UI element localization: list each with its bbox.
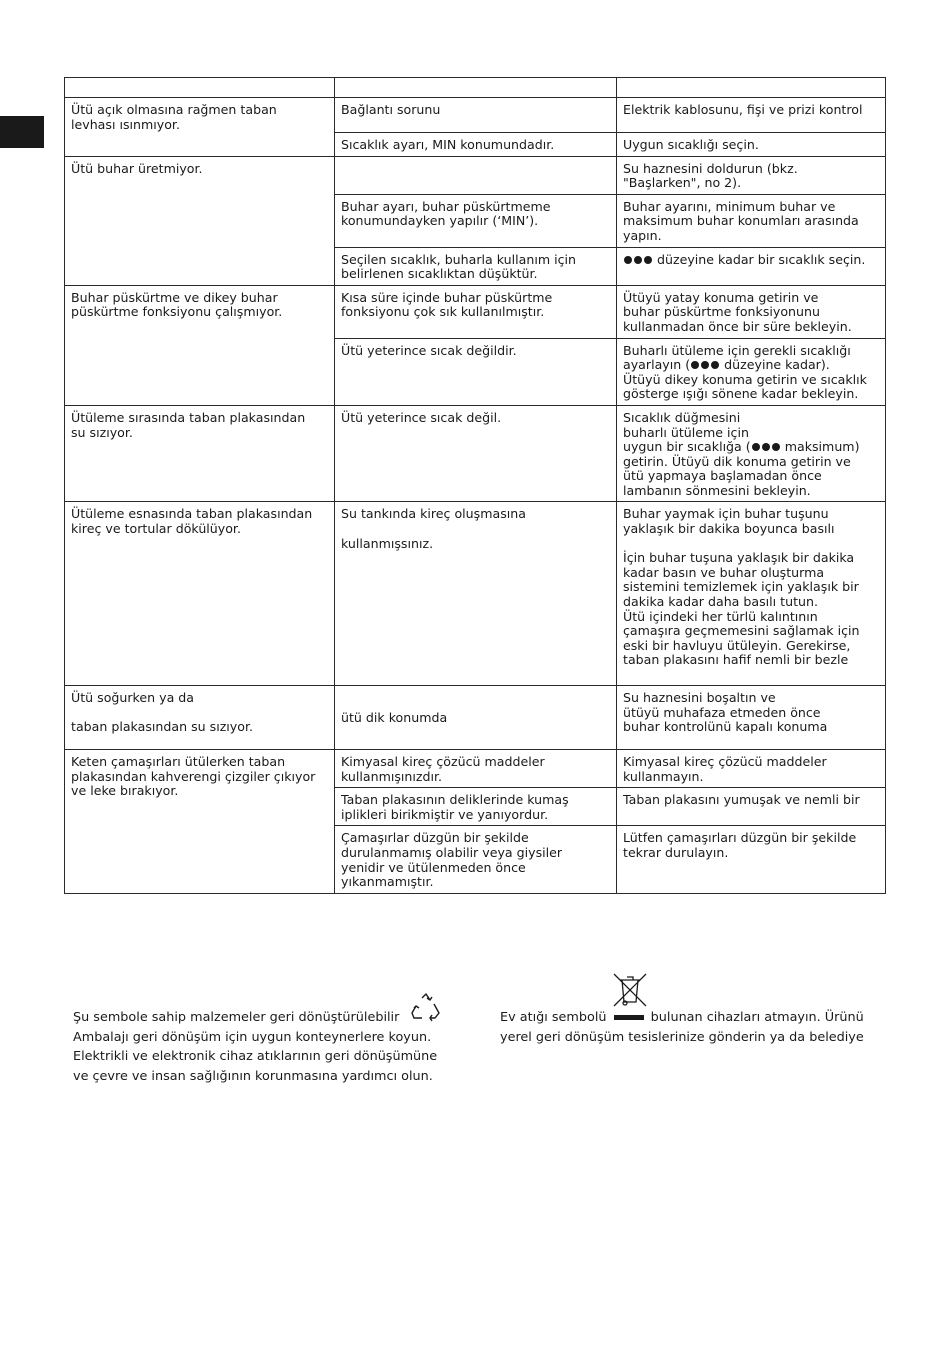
recycling-note xyxy=(73,1008,437,1086)
solution-cell: Buhar yaymak için buhar tuşunu yaklaşık bir dakika boyunca basılı İçin buhar tuşuna yaklaşık bir dakika kadar basın ve buhar oluşturma sistemini temizlemek için yaklaşık bir dakika kadar daha basılı tutun. Ütü içindeki her türlü kalıntının çamaşıra geçmemesini sağlamak için eski bir havluyu ütüleyin. Gerekirse, taban plakasını hafif nemli bir bezle xyxy=(617,502,886,686)
recycle-icon xyxy=(410,992,442,1024)
temperature-dots-icon xyxy=(751,439,781,454)
problem-cell: Ütü buhar üretmiyor. xyxy=(65,156,335,285)
problem-cell: Keten çamaşırları ütülerken taban plakasından kahverengi çizgiler çıkıyor ve leke bırakıyor. xyxy=(65,750,335,894)
solution-cell xyxy=(617,247,886,285)
cause-cell xyxy=(335,156,617,194)
table-row xyxy=(65,405,886,502)
cause-cell: Sıcaklık ayarı, MIN konumundadır. xyxy=(335,133,617,157)
cause-cell: Taban plakasının deliklerinde kumaş iplikleri birikmiştir ve yanıyordur. xyxy=(335,788,617,826)
solution-cell: Buhar ayarını, minimum buhar ve maksimum buhar konumları arasında yapın. xyxy=(617,194,886,247)
solution-cell: Ütüyü yatay konuma getirin ve buhar püskürtme fonksiyonunu kullanmadan önce bir süre bekleyin. xyxy=(617,285,886,338)
solution-cell: Lütfen çamaşırları düzgün bir şekilde tekrar durulayın. xyxy=(617,826,886,893)
solution-cell: Su haznesini doldurun (bkz. "Başlarken", no 2). xyxy=(617,156,886,194)
solution-cell: Uygun sıcaklığı seçin. xyxy=(617,133,886,157)
recycling-line: ve çevre ve insan sağlığının korunmasına yardımcı olun. xyxy=(73,1068,433,1084)
weee-text: bulunan cihazları atmayın. Ürünü xyxy=(650,1010,864,1025)
weee-bar-icon xyxy=(614,1015,644,1020)
cause-cell: Ütü yeterince sıcak değildir. xyxy=(335,338,617,405)
table-row xyxy=(65,686,886,750)
weee-note xyxy=(500,1008,864,1047)
table-row xyxy=(65,285,886,338)
temperature-dots-icon xyxy=(623,252,653,267)
table-row xyxy=(65,98,886,133)
weee-text: Ev atığı sembolü xyxy=(500,1010,607,1025)
recycling-line: Ambalajı geri dönüşüm için uygun konteynerlere koyun. xyxy=(73,1029,432,1045)
solution-cell: Taban plakasını yumuşak ve nemli bir xyxy=(617,788,886,826)
table-row xyxy=(65,750,886,788)
recycling-line: Şu sembole sahip malzemeler geri dönüştürülebilir xyxy=(73,1010,400,1025)
solution-cell: Kimyasal kireç çözücü maddeler kullanmayın. xyxy=(617,750,886,788)
problem-cell: Ütü soğurken ya da taban plakasından su sızıyor. xyxy=(65,686,335,750)
header-cell-cause xyxy=(335,78,617,98)
cause-cell: Bağlantı sorunu xyxy=(335,98,617,133)
weee-line: yerel geri dönüşüm tesislerinize gönderin ya da belediye xyxy=(500,1029,864,1045)
solution-text: maksimum) getirin. Ütüyü dik konuma getirin ve ütü yapmaya başlamadan önce lambanın sönmesini bekleyin. xyxy=(623,439,860,498)
header-cell-solution xyxy=(617,78,886,98)
cause-cell: ütü dik konumda xyxy=(335,686,617,750)
solution-text: düzeyine kadar bir sıcaklık seçin. xyxy=(657,251,866,267)
problem-cell: Buhar püskürtme ve dikey buhar püskürtme fonksiyonu çalışmıyor. xyxy=(65,285,335,405)
table-row xyxy=(65,502,886,686)
solution-text: Sıcaklık düğmesini buharlı ütüleme için uygun bir sıcaklığa ( xyxy=(623,409,751,455)
header-cell-problem xyxy=(65,78,335,98)
cause-cell: Kısa süre içinde buhar püskürtme fonksiyonu çok sık kullanılmıştır. xyxy=(335,285,617,338)
cause-cell: Çamaşırlar düzgün bir şekilde durulanmamış olabilir veya giysiler yenidir ve ütülenmeden önce yıkanmamıştır. xyxy=(335,826,617,893)
problem-cell: Ütü açık olmasına rağmen taban levhası ısınmıyor. xyxy=(65,98,335,157)
cause-cell: Seçilen sıcaklık, buharla kullanım için belirlenen sıcaklıktan düşüktür. xyxy=(335,247,617,285)
cause-cell: Ütü yeterince sıcak değil. xyxy=(335,405,617,502)
weee-line xyxy=(500,1008,864,1028)
solution-cell xyxy=(617,405,886,502)
cause-cell: Kimyasal kireç çözücü maddeler kullanmışınızdır. xyxy=(335,750,617,788)
solution-text: Buharlı ütüleme için gerekli sıcaklığı ayarlayın ( xyxy=(623,342,851,373)
solution-cell xyxy=(617,338,886,405)
solution-cell: Su haznesini boşaltın ve ütüyü muhafaza etmeden önce buhar kontrolünü kapalı konuma xyxy=(617,686,886,750)
solution-text: düzeyine kadar). Ütüyü dikey konuma getirin ve sıcaklık gösterge ışığı sönene kadar bekleyin. xyxy=(623,357,867,402)
problem-cell: Ütüleme sırasında taban plakasından su sızıyor. xyxy=(65,405,335,502)
solution-cell: Elektrik kablosunu, fişi ve prizi kontrol xyxy=(617,98,886,133)
cause-cell: Su tankında kireç oluşmasına kullanmışsınız. xyxy=(335,502,617,686)
table-header-row xyxy=(65,78,886,98)
temperature-dots-icon xyxy=(690,357,720,372)
cause-cell: Buhar ayarı, buhar püskürtmeme konumundayken yapılır (‘MIN’). xyxy=(335,194,617,247)
section-tab-marker xyxy=(0,116,44,148)
troubleshooting-table xyxy=(64,77,886,894)
recycling-line: Elektrikli ve elektronik cihaz atıklarının geri dönüşümüne xyxy=(73,1049,438,1064)
problem-cell: Ütüleme esnasında taban plakasından kireç ve tortular dökülüyor. xyxy=(65,502,335,686)
crossed-bin-icon xyxy=(612,972,648,1008)
table-row xyxy=(65,156,886,194)
